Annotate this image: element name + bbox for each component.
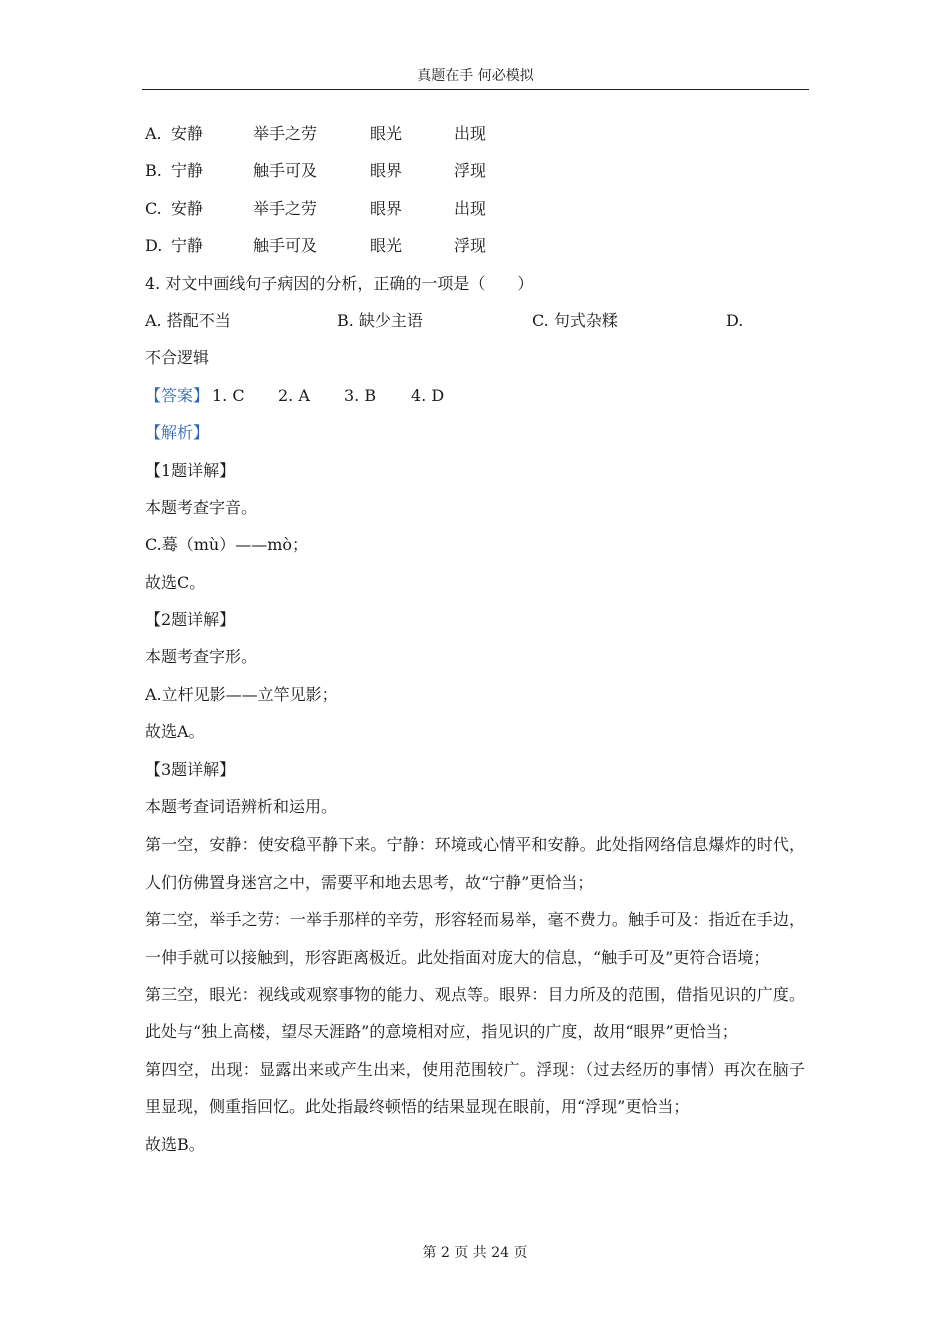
section-title-1: 【1题详解】: [145, 460, 236, 480]
option-word-2: 触手可及: [253, 161, 318, 181]
option-word-4: 出现: [454, 124, 487, 143]
section-line: 本题考查字形。: [145, 647, 258, 667]
section-line: 故选C。: [145, 572, 206, 592]
analysis-tag: 【解析】: [145, 423, 210, 443]
answer-line: [145, 382, 805, 419]
answer-item: 2. A: [278, 385, 310, 405]
section-line: 本题考查词语辨析和运用。: [145, 797, 338, 817]
q4-option-d-text: 不合逻辑: [145, 348, 210, 368]
q3-option-b: [145, 157, 805, 194]
option-word-3: 眼光: [370, 236, 403, 256]
section-line: 本题考查字音。: [145, 497, 258, 517]
document-body: [145, 120, 805, 1163]
answer-item: 4. D: [411, 385, 445, 405]
answer-item: 3. B: [344, 385, 377, 405]
analysis-paragraph: 第二空，举手之劳：一举手那样的辛劳，形容轻而易举，毫不费力。触手可及：指近在手边，一伸手就可以接触到，形容距离极近。此处指面对庞大的信息，“触手可及”更符合语境；: [145, 910, 805, 967]
q3-option-a: [145, 120, 805, 157]
q4-stem: 4. 对文中画线句子病因的分析，正确的一项是（ ）: [145, 273, 534, 293]
q4-option-c: C. 句式杂糅: [532, 310, 618, 330]
analysis-paragraph: 第一空，安静：使安稳平静下来。宁静：环境或心情平和安静。此处指网络信息爆炸的时代，人们仿佛置身迷宫之中，需要平和地去思考，故“宁静”更恰当；: [145, 835, 805, 892]
q3-option-c: [145, 195, 805, 232]
section-line: C.蓦（mù）——mò；: [145, 535, 309, 555]
option-word-1: 安静: [171, 124, 204, 143]
q4-option-d: D.: [726, 310, 744, 330]
option-word-2: 举手之劳: [253, 124, 318, 143]
page-footer: 第 2 页 共 24 页: [422, 1245, 528, 1261]
q4-option-b: B. 缺少主语: [337, 310, 423, 330]
q4-options: [145, 307, 805, 344]
option-word-1: 宁静: [171, 161, 204, 181]
option-label: B.: [145, 161, 162, 181]
option-label: C.: [145, 198, 162, 218]
option-word-4: 浮现: [454, 236, 487, 256]
answer-item: 1. C: [212, 385, 245, 405]
section-title-2: 【2题详解】: [145, 610, 236, 630]
option-word-4: 出现: [454, 198, 487, 218]
option-word-3: 眼光: [370, 124, 403, 143]
option-word-4: 浮现: [454, 161, 487, 181]
final-answer: 故选B。: [145, 1134, 205, 1154]
option-word-1: 宁静: [171, 236, 204, 256]
section-title-3: 【3题详解】: [145, 759, 236, 779]
section-line: 故选A。: [145, 722, 205, 742]
answer-tag: 【答案】: [145, 385, 210, 405]
option-word-1: 安静: [171, 198, 204, 218]
option-word-2: 举手之劳: [253, 198, 318, 218]
q4-option-a: A. 搭配不当: [145, 310, 231, 330]
option-word-2: 触手可及: [253, 236, 318, 256]
option-label: A.: [145, 124, 162, 143]
section-line: A.立杆见影——立竿见影；: [145, 684, 338, 704]
analysis-paragraph: 第四空，出现：显露出来或产生出来，使用范围较广。浮现：（过去经历的事情）再次在脑子里显现，侧重指回忆。此处指最终顿悟的结果显现在眼前，用“浮现”更恰当；: [145, 1059, 805, 1117]
q3-option-d: [145, 232, 805, 269]
option-label: D.: [145, 236, 163, 256]
header-rule: [142, 89, 809, 90]
analysis-paragraph: 第三空，眼光：视线或观察事物的能力、观点等。眼界：目力所及的范围，借指见识的广度。此处与“独上高楼，望尽天涯路”的意境相对应，指见识的广度，故用“眼界”更恰当；: [145, 985, 805, 1042]
option-word-3: 眼界: [370, 161, 403, 181]
page-header: 真题在手 何必模拟: [417, 68, 534, 84]
option-word-3: 眼界: [370, 198, 403, 218]
